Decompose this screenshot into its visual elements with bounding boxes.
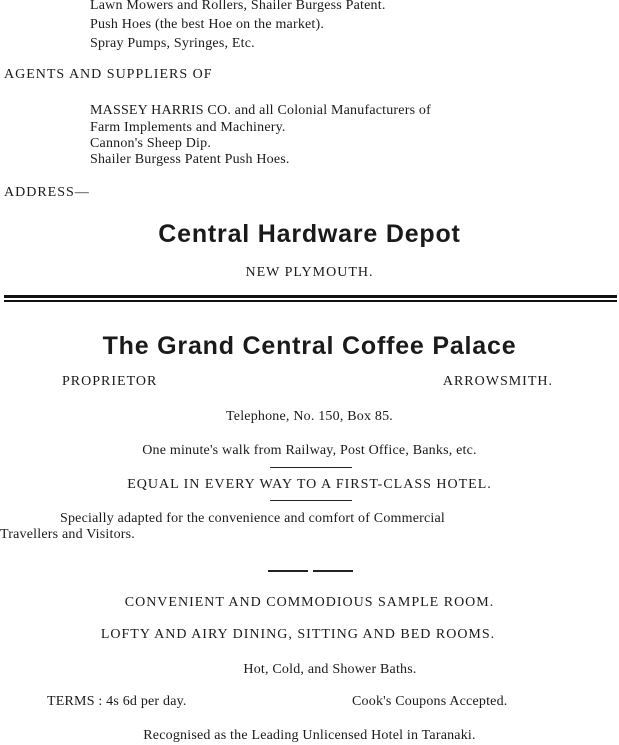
hotel-name: The Grand Central Coffee Palace xyxy=(102,332,517,360)
rooms-line: LOFTY AND AIRY DINING, SITTING AND BED ROOMS. xyxy=(100,627,496,642)
agents-item-farm-implements: Farm Implements and Machinery. xyxy=(90,120,286,135)
business-name: Central Hardware Depot xyxy=(158,220,461,248)
agents-heading: AGENTS AND SUPPLIERS OF xyxy=(4,67,213,82)
equal-line: EQUAL IN EVERY WAY TO A FIRST-CLASS HOTEL. xyxy=(127,477,492,492)
agents-item-massey-harris: MASSEY HARRIS CO. and all Colonial Manufacturers of xyxy=(90,103,431,118)
item-lawn-mowers: Lawn Mowers and Rollers, Shailer Burgess Patent. xyxy=(90,0,386,13)
sample-room-line: CONVENIENT AND COMMODIOUS SAMPLE ROOM. xyxy=(124,595,495,610)
short-divider-2 xyxy=(270,500,352,501)
coupons-line: Cook's Coupons Accepted. xyxy=(352,694,508,709)
recognised-line: Recognised as the Leading Unlicensed Hotel in Taranaki. xyxy=(143,728,476,743)
walk-line: One minute's walk from Railway, Post Office, Banks, etc. xyxy=(142,443,477,458)
address-label: ADDRESS— xyxy=(4,185,90,200)
adapted-line-2: Travellers and Visitors. xyxy=(0,527,136,542)
town-name: NEW PLYMOUTH. xyxy=(245,265,374,280)
item-spray-pumps: Spray Pumps, Syringes, Etc. xyxy=(90,36,255,51)
adapted-line-1: Specially adapted for the convenience and comfort of Commercial xyxy=(60,511,446,526)
agents-item-push-hoes: Shailer Burgess Patent Push Hoes. xyxy=(90,152,290,167)
dash-divider-right xyxy=(313,570,353,572)
proprietor-name: ARROWSMITH. xyxy=(442,374,553,389)
separator-rule-top xyxy=(4,295,617,298)
baths-line: Hot, Cold, and Shower Baths. xyxy=(243,662,417,677)
telephone-line: Telephone, No. 150, Box 85. xyxy=(226,409,393,424)
short-divider-1 xyxy=(270,467,352,468)
item-push-hoes: Push Hoes (the best Hoe on the market). xyxy=(90,17,325,32)
terms-line: TERMS : 4s 6d per day. xyxy=(47,694,187,709)
agents-item-sheep-dip: Cannon's Sheep Dip. xyxy=(90,136,212,151)
separator-rule-bottom xyxy=(4,300,617,302)
proprietor-label: PROPRIETOR xyxy=(62,374,158,389)
dash-divider-left xyxy=(268,570,308,572)
